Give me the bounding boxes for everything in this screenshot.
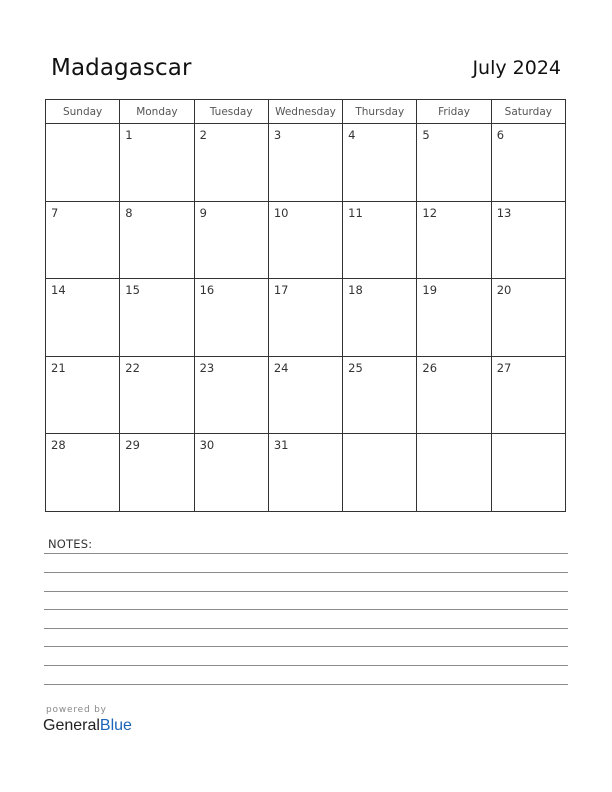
day-number: 14 <box>51 283 66 298</box>
week-row-4 <box>46 356 566 434</box>
day-number: 2 <box>199 128 207 142</box>
day-number: 10 <box>273 205 289 220</box>
day-number: 25 <box>348 360 363 375</box>
day-number: 19 <box>422 283 438 298</box>
day-number: 26 <box>422 360 438 375</box>
day-number: 30 <box>199 438 215 453</box>
note-line <box>44 628 568 629</box>
day-number: 13 <box>496 205 512 220</box>
day-number <box>46 124 119 128</box>
day-number <box>343 434 416 438</box>
day-cell <box>491 201 565 279</box>
day-cell <box>491 434 565 512</box>
note-line <box>44 553 568 554</box>
day-cell <box>120 201 194 279</box>
weekday-header-row <box>46 100 566 124</box>
day-cell <box>343 356 417 434</box>
day-number: 11 <box>348 205 363 220</box>
weekday-wednesday: Wednesday <box>268 100 342 124</box>
day-cell <box>120 279 194 357</box>
day-cell <box>491 279 565 357</box>
generalblue-logo <box>43 717 132 735</box>
day-number: 18 <box>348 283 363 298</box>
day-number: 17 <box>273 283 289 298</box>
notes-label: NOTES: <box>48 537 93 551</box>
day-cell <box>120 124 194 202</box>
day-cell <box>46 279 120 357</box>
day-cell <box>120 356 194 434</box>
day-cell <box>194 201 268 279</box>
day-cell <box>194 356 268 434</box>
week-row-1 <box>46 124 566 202</box>
note-line <box>44 684 568 685</box>
brand-general: General <box>43 717 100 734</box>
day-number: 6 <box>496 128 505 142</box>
day-cell <box>46 124 120 202</box>
day-cell <box>417 356 491 434</box>
day-cell <box>491 356 565 434</box>
weekday-tuesday: Tuesday <box>194 100 268 124</box>
day-number: 31 <box>273 438 289 453</box>
day-cell <box>194 124 268 202</box>
day-cell <box>417 124 491 202</box>
day-cell <box>268 279 342 357</box>
calendar-country-title: Madagascar <box>51 55 192 81</box>
day-number: 16 <box>199 283 215 298</box>
day-cell <box>417 201 491 279</box>
day-number: 27 <box>496 360 512 375</box>
day-cell <box>343 201 417 279</box>
note-line <box>44 591 568 592</box>
weekday-friday: Friday <box>417 100 491 124</box>
note-line <box>44 609 568 610</box>
day-number: 22 <box>125 360 140 375</box>
day-number <box>492 434 565 438</box>
day-number: 3 <box>273 128 282 142</box>
week-row-2 <box>46 201 566 279</box>
day-cell <box>491 124 565 202</box>
day-cell <box>268 434 342 512</box>
day-number: 23 <box>199 360 215 375</box>
day-cell <box>268 356 342 434</box>
day-number: 5 <box>422 128 430 142</box>
day-number: 1 <box>125 128 133 142</box>
day-cell <box>194 434 268 512</box>
weekday-sunday: Sunday <box>46 100 120 124</box>
day-number: 8 <box>125 205 133 220</box>
calendar-month-title: July 2024 <box>472 57 561 79</box>
day-cell <box>46 201 120 279</box>
week-row-3 <box>46 279 566 357</box>
weekday-saturday: Saturday <box>491 100 565 124</box>
week-row-5 <box>46 434 566 512</box>
day-number: 12 <box>422 205 438 220</box>
day-number: 24 <box>273 360 289 375</box>
day-number: 20 <box>496 283 512 298</box>
note-line <box>44 572 568 573</box>
day-number: 9 <box>199 205 207 220</box>
day-number: 15 <box>125 283 140 298</box>
day-number: 29 <box>125 438 140 453</box>
day-cell <box>343 434 417 512</box>
day-number: 7 <box>51 205 59 220</box>
note-line <box>44 646 568 647</box>
day-cell <box>46 356 120 434</box>
day-cell <box>343 124 417 202</box>
day-number <box>417 434 490 438</box>
day-cell <box>120 434 194 512</box>
day-cell <box>46 434 120 512</box>
day-cell <box>417 279 491 357</box>
weekday-thursday: Thursday <box>343 100 417 124</box>
note-line <box>44 665 568 666</box>
powered-by-text: powered by <box>46 705 107 715</box>
brand-blue: Blue <box>99 717 132 734</box>
day-number: 4 <box>348 128 356 142</box>
day-number: 28 <box>51 438 66 453</box>
day-number: 21 <box>51 360 66 375</box>
day-cell <box>194 279 268 357</box>
day-cell <box>268 201 342 279</box>
day-cell <box>343 279 417 357</box>
calendar-grid <box>45 99 566 512</box>
weekday-monday: Monday <box>120 100 194 124</box>
day-cell <box>417 434 491 512</box>
day-cell <box>268 124 342 202</box>
